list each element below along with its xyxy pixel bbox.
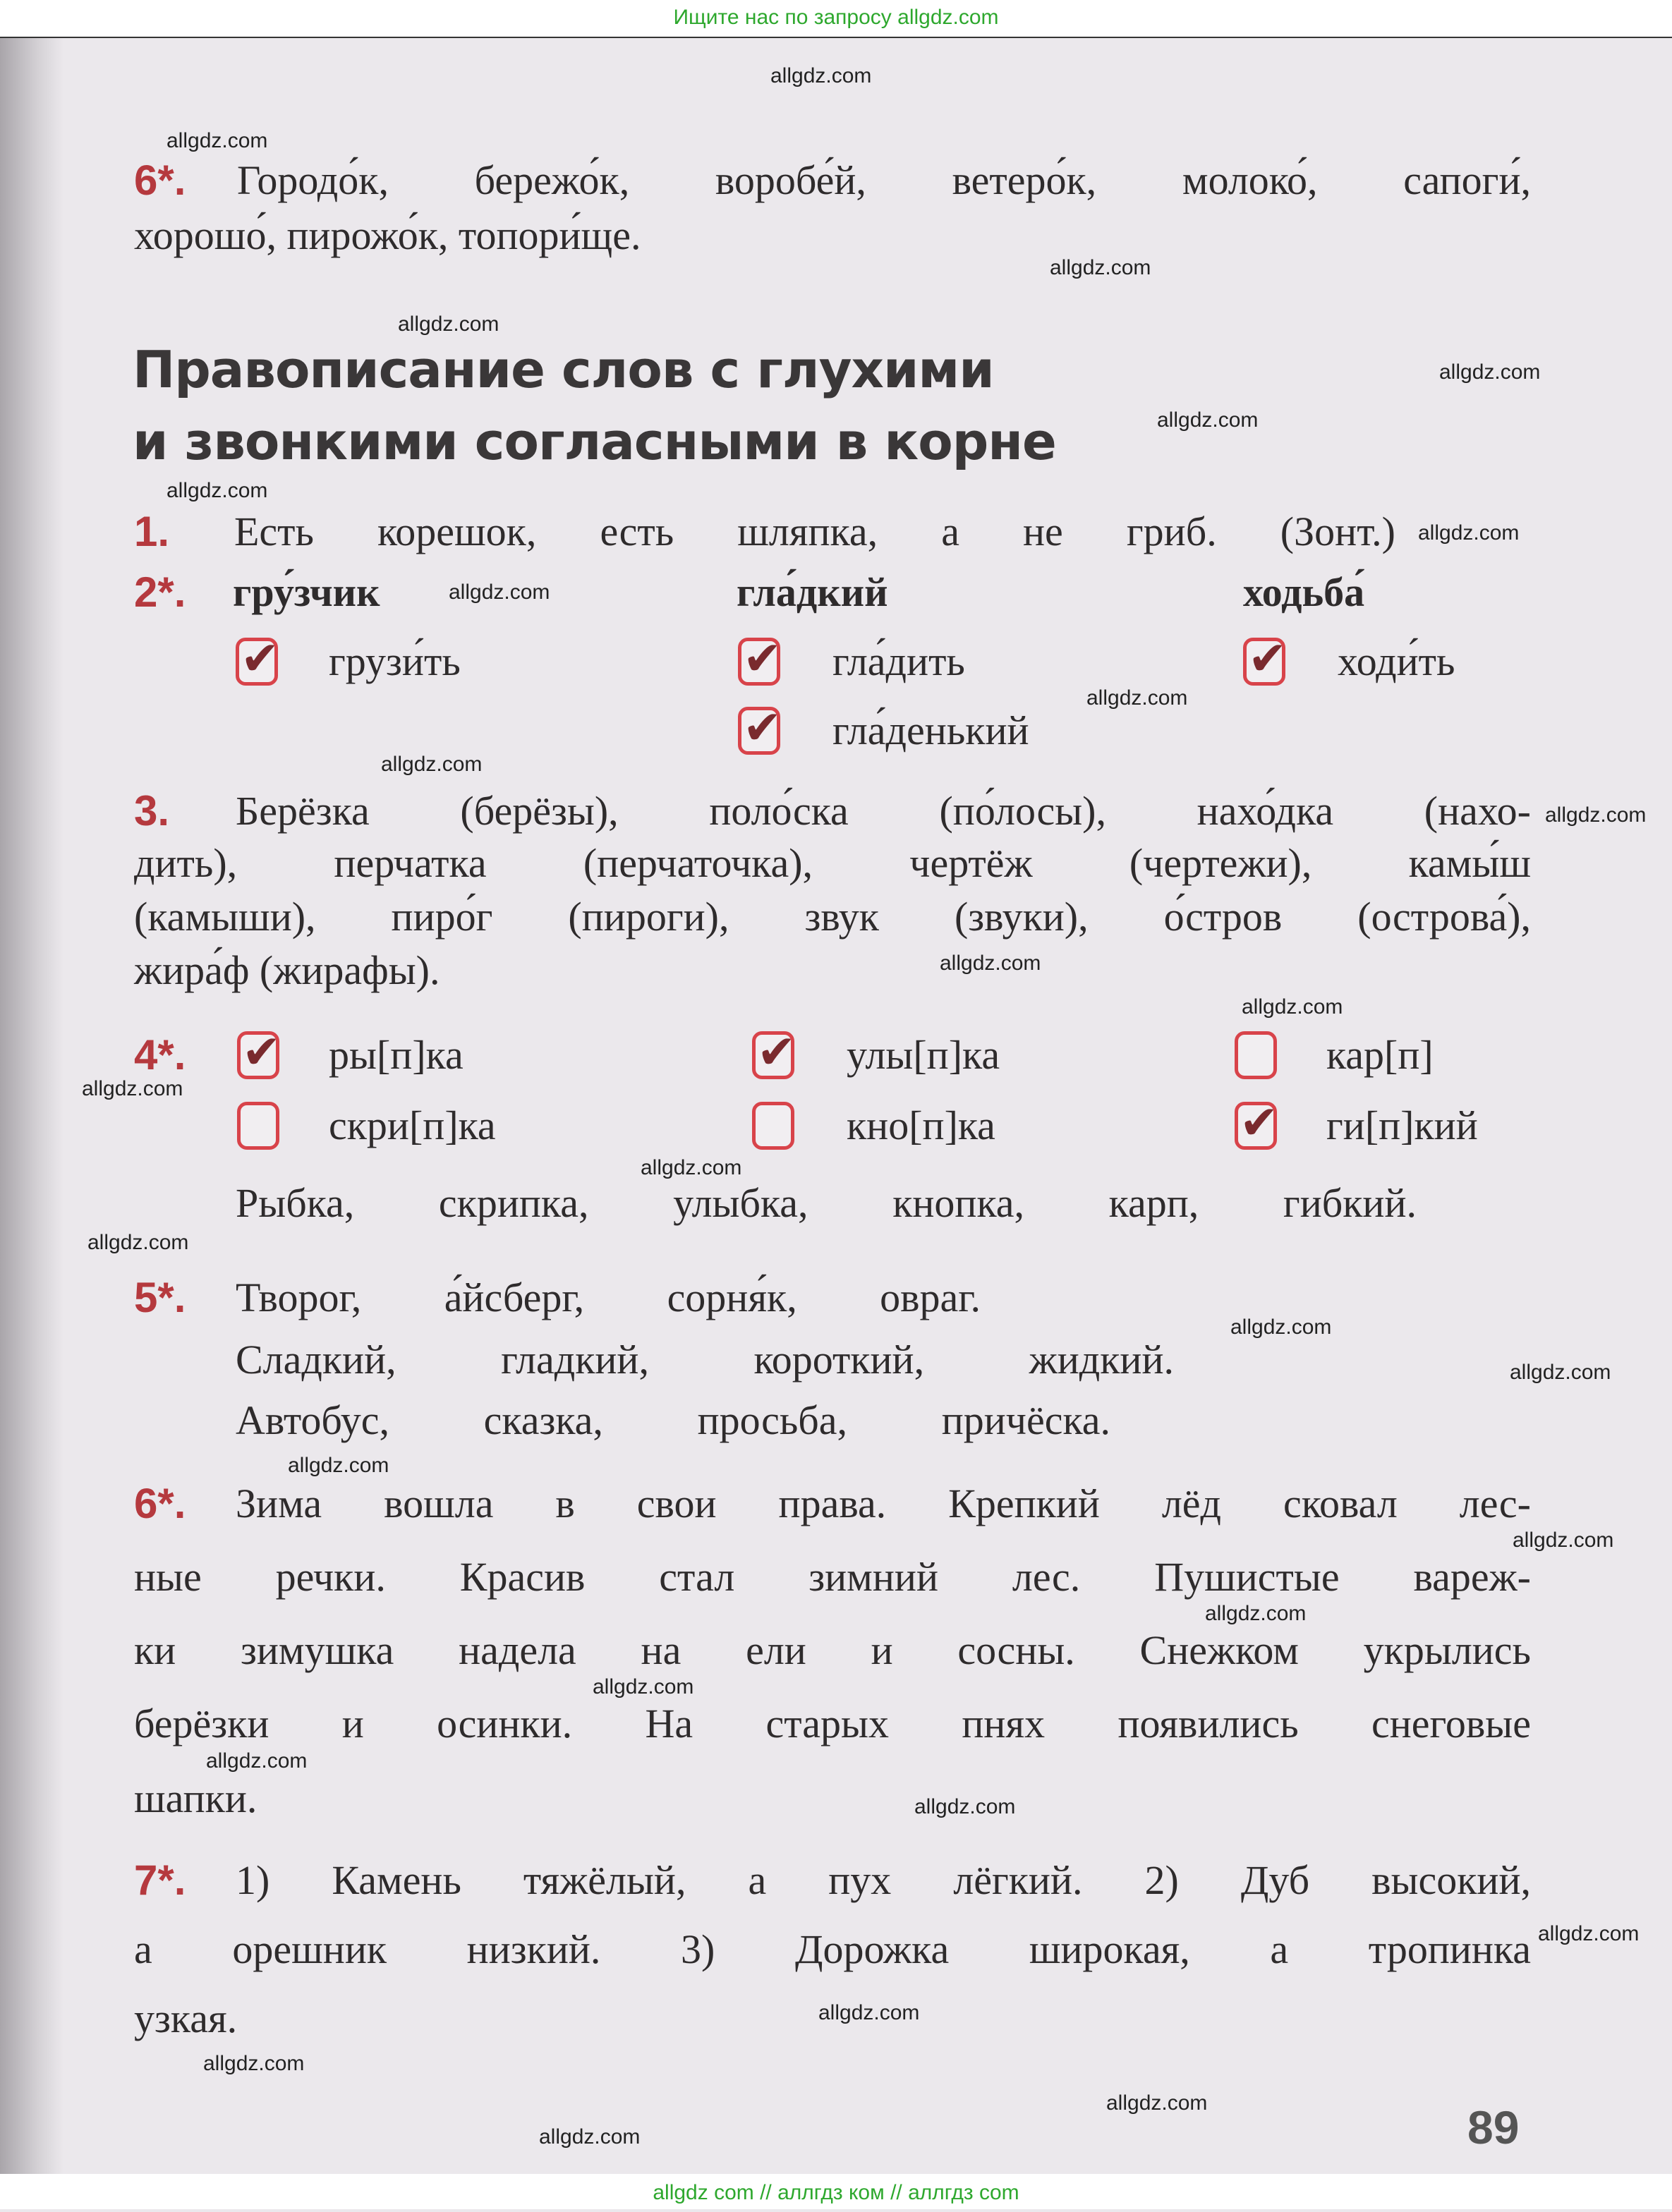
watermark: allgdz.com [87,1231,189,1254]
watermark: allgdz.com [398,312,499,336]
exercise-number: 5*. [134,1274,186,1321]
checkbox[interactable] [738,700,782,755]
checkbox-label: ры[п]ка [329,1032,464,1078]
exercise-number: 3. [134,787,170,834]
checkbox[interactable] [738,631,782,686]
section-heading: Правописание слов с глухими [133,340,994,399]
exercise-number: 4*. [134,1031,186,1078]
top-banner[interactable]: Ищите нас по запросу allgdz.com [0,0,1672,38]
exercise-number: 1. [134,508,170,555]
exercise-number: 6*. [134,157,186,204]
check-icon: ✔ [242,1025,281,1079]
text-line: Берёзка (берёзы), поло́ска (по́лосы), нахо́дка (нахо- [236,788,1531,834]
bottom-banner[interactable]: allgdz com // аллгдз ком // аллгдз com [0,2174,1672,2209]
checkbox-label: ходи́ть [1338,638,1455,684]
answer-line: Рыбка, скрипка, улыбка, кнопка, карп, гибкий. [236,1180,1417,1226]
watermark: allgdz.com [288,1454,389,1477]
text-line: Городо́к, бережо́к, воробе́й, ветеро́к, молоко́, сапоги́, [237,157,1531,203]
checkbox-label: гла́дить [832,638,965,684]
text-line: Творог, а́йсберг, сорня́к, овраг. [236,1275,981,1320]
section-heading: и звонкими согласными в корне [133,412,1056,471]
check-icon: ✔ [241,631,280,686]
checkbox[interactable] [1235,1031,1277,1079]
watermark: allgdz.com [818,2001,920,2024]
watermark: allgdz.com [1050,256,1151,279]
check-icon: ✔ [757,1025,796,1079]
check-icon: ✔ [743,700,782,755]
watermark: allgdz.com [166,479,268,502]
checkbox-label: грузи́ть [329,638,461,684]
checkbox[interactable] [237,1102,279,1150]
watermark: allgdz.com [1157,408,1259,432]
checkbox-label: ги[п]кий [1326,1102,1478,1148]
watermark: allgdz.com [641,1156,742,1179]
root-word: ходьба́ [1243,569,1365,615]
text-line: Есть корешок, есть шляпка, а не гриб. (Зонт.) [234,509,1395,554]
text-line: хорошо́, пирожо́к, топори́ще. [134,212,641,258]
exercise-number: 7*. [134,1857,186,1904]
text-line: Зима вошла в свои права. Крепкий лёд сковал лес- [236,1481,1531,1526]
checkbox[interactable] [752,1102,794,1150]
text-line: ные речки. Красив стал зимний лес. Пушистые вареж- [134,1554,1531,1600]
book-binding-shadow [0,0,63,2209]
checkbox-label: скри[п]ка [329,1102,496,1148]
watermark: allgdz.com [539,2125,641,2149]
watermark: allgdz.com [1230,1315,1332,1339]
watermark: allgdz.com [593,1675,694,1699]
watermark: allgdz.com [449,581,550,604]
watermark: allgdz.com [1439,360,1541,384]
text-line: (камыши), пиро́г (пироги), звук (звуки), о́стров (острова́), [134,894,1531,940]
checkbox-label: гла́денький [832,707,1029,753]
exercise-number: 2*. [134,569,186,616]
watermark: allgdz.com [1513,1529,1614,1552]
watermark: allgdz.com [381,753,483,776]
watermark: allgdz.com [203,2052,305,2075]
text-line: 1) Камень тяжёлый, а пух лёгкий. 2) Дуб высокий, [236,1857,1531,1903]
checkbox[interactable] [236,631,280,686]
checkbox-label: кно[п]ка [847,1102,995,1148]
watermark: allgdz.com [914,1795,1016,1818]
checkbox[interactable] [1243,631,1288,686]
check-icon: ✔ [743,631,782,686]
root-word: гла́дкий [737,569,888,615]
watermark: allgdz.com [1205,1602,1307,1625]
text-line: жира́ф (жирафы). [134,947,440,993]
watermark: allgdz.com [770,64,872,87]
text-line: Сладкий, гладкий, короткий, жидкий. [236,1337,1174,1382]
text-line: ки зимушка надела на ели и сосны. Снежком укрылись [134,1627,1531,1673]
text-line: Автобус, сказка, просьба, причёска. [236,1397,1110,1443]
text-line: дить), перчатка (перчаточка), чертёж (чертежи), камы́ш [134,840,1531,886]
watermark: allgdz.com [1418,521,1520,545]
watermark: allgdz.com [1242,995,1343,1019]
watermark: allgdz.com [940,952,1041,975]
text-line: берёзки и осинки. На старых пнях появились снеговые [134,1701,1531,1746]
watermark: allgdz.com [1538,1922,1640,1945]
exercise-number: 6*. [134,1480,186,1527]
check-icon: ✔ [1240,1095,1279,1150]
root-word: гру́зчик [233,569,380,615]
watermark: allgdz.com [1510,1361,1611,1384]
watermark: allgdz.com [166,129,268,152]
checkbox[interactable] [752,1025,796,1079]
watermark: allgdz.com [1545,803,1647,827]
checkbox[interactable] [1235,1095,1279,1150]
check-icon: ✔ [1248,631,1288,686]
page-number: 89 [1467,2101,1520,2153]
watermark: allgdz.com [82,1077,183,1100]
text-line: узкая. [134,1995,238,2041]
watermark: allgdz.com [1086,686,1188,710]
watermark: allgdz.com [206,1749,308,1773]
text-line: шапки. [134,1775,258,1821]
text-line: а орешник низкий. 3) Дорожка широкая, а тропинка [134,1926,1531,1972]
checkbox-label: кар[п] [1326,1032,1434,1078]
checkbox[interactable] [237,1025,281,1079]
watermark: allgdz.com [1106,2091,1208,2115]
checkbox-label: улы[п]ка [847,1032,1000,1078]
